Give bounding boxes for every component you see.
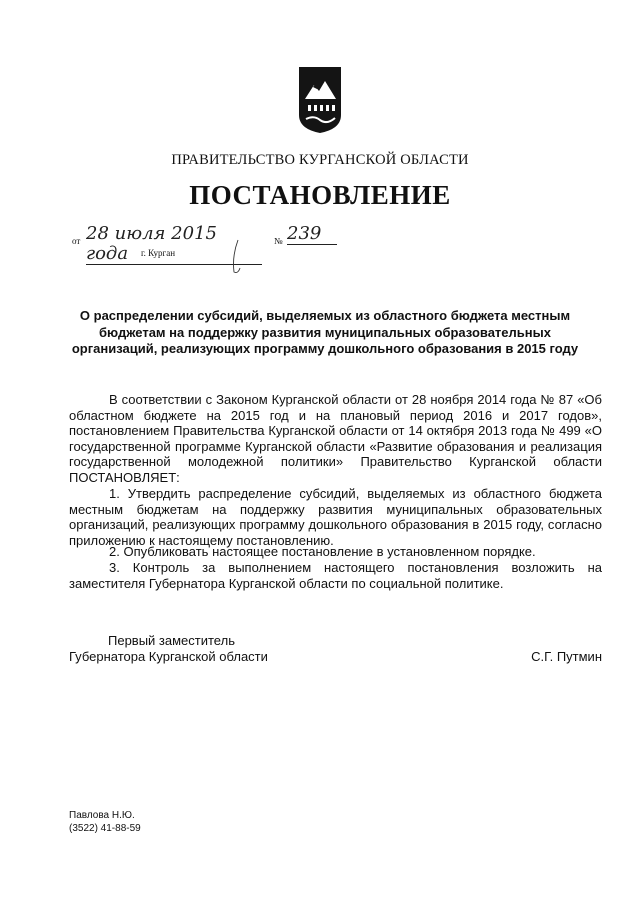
item-3-paragraph (69, 560, 602, 591)
item-1-text: 1. Утвердить распределение субсидий, выделяемых из областного бюджета местным бюджетам на поддержку развития муниципальных образовательных организаций, реализующих программу дошкольного образования в 2015 году, согласно приложению к настоящему постановлению. (69, 486, 602, 548)
position-line-1: Первый заместитель (108, 633, 235, 648)
coat-of-arms-emblem (296, 65, 344, 135)
item-2-text: 2. Опубликовать настоящее постановление в установленном порядке. (109, 544, 536, 559)
handwritten-stroke (228, 238, 248, 278)
date-prefix: от (72, 236, 81, 246)
contact-name: Павлова Н.Ю. (69, 810, 135, 821)
number-handwritten: 239 (287, 224, 337, 245)
document-title: О распределении субсидий, выделяемых из областного бюджета местным бюджетам на поддержку развития муниципальных образовательных организаций, реализующих программу дошкольного образования в 2015 году (71, 308, 579, 356)
contact-block (69, 810, 141, 835)
signatory-name: С.Г. Путмин (531, 649, 602, 664)
preamble-paragraph (69, 392, 602, 486)
government-name: ПРАВИТЕЛЬСТВО КУРГАНСКОЙ ОБЛАСТИ (171, 152, 469, 168)
item-1-paragraph (69, 486, 602, 548)
contact-phone: (3522) 41-88-59 (69, 822, 141, 834)
signature-position (69, 633, 268, 665)
city: г. Курган (141, 248, 176, 258)
preamble-text: В соответствии с Законом Курганской области от 28 ноября 2014 года № 87 «Об областном бюджете на 2015 год и на плановый период 2016 и 2017 годов», постановлением Правительства Курганской области от 14 октября 2013 года № 499 «О государственной программе Курганской области «Развитие образования и реализация государственной молодежной политики» Правительство Курганской области ПОСТАНОВЛЯЕТ: (69, 392, 602, 485)
position-line-2: Губернатора Курганской области (69, 649, 268, 664)
item-2-paragraph (69, 544, 602, 560)
item-3-text: 3. Контроль за выполнением настоящего постановления возложить на заместителя Губернатора Курганской области по социальной политике. (69, 560, 602, 591)
number-prefix: № (274, 236, 283, 246)
date-handwritten: 28 июля 2015 года (86, 224, 262, 265)
document-type-heading: ПОСТАНОВЛЕНИЕ (189, 180, 451, 210)
